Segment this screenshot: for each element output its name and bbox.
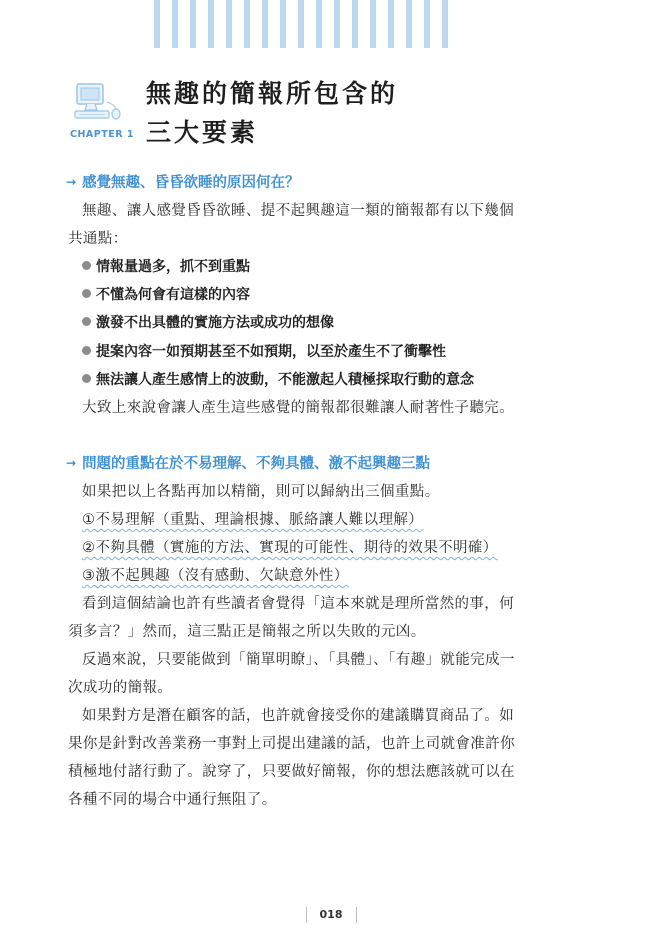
chapter-title-line-2: 三大要素	[146, 118, 259, 147]
bullet-dot-icon	[82, 346, 91, 355]
section2-p4-line-3: 積極地付諸行動了。說穿了，只要做好簡報，你的想法應該就可以在	[68, 764, 515, 780]
point-2	[82, 538, 498, 558]
bullet-item-3	[82, 313, 334, 333]
bullet-text-4: 提案內容一如預期甚至不如預期，以至於產生不了衝擊性	[96, 344, 446, 360]
bullet-text-3: 激發不出具體的實施方法或成功的想像	[96, 315, 334, 331]
bullet-item-2	[82, 285, 250, 305]
section-heading-1	[66, 173, 300, 193]
section-heading-2	[66, 454, 430, 474]
bullet-dot-icon	[82, 289, 91, 298]
point-1	[82, 510, 423, 530]
section2-p3-line-1: 反過來說，只要能做到「簡單明瞭」、「具體」、「有趣」就能完成一	[82, 652, 515, 668]
chapter-label: CHAPTER 1	[70, 129, 134, 140]
bullet-item-1	[82, 257, 250, 277]
bullet-text-2: 不懂為何會有這樣的內容	[96, 287, 250, 303]
point-1-text: ①不易理解（重點、理論根據、脈絡讓人難以理解）	[82, 512, 424, 528]
page-number-divider-right	[356, 907, 357, 923]
section2-p4-line-1: 如果對方是潛在顧客的話，也許就會接受你的建議購買商品了。如	[82, 708, 515, 724]
section2-p3-line-2: 次成功的簡報。	[68, 680, 173, 696]
bullet-item-4	[82, 342, 446, 362]
point-3-text: ③激不起興趣（沒有感動、欠缺意外性）	[82, 568, 349, 584]
bullet-dot-icon	[82, 317, 91, 326]
arrow-right-icon: →	[66, 456, 77, 470]
section-heading-1-text: 感覺無趣、昏昏欲睡的原因何在？	[82, 175, 300, 191]
section-heading-2-text: 問題的重點在於不易理解、不夠具體、激不起興趣三點	[82, 456, 431, 472]
arrow-right-icon: →	[66, 175, 77, 189]
section2-p4-line-2: 果你是針對改善業務一事對上司提出建議的話，也許上司就會准許你	[68, 736, 515, 752]
bullet-item-5	[82, 370, 474, 390]
computer-icon	[74, 80, 122, 126]
bullet-text-5: 無法讓人產生感情上的波動，不能激起人積極採取行動的意念	[96, 372, 474, 388]
point-3	[82, 566, 349, 586]
bullet-dot-icon	[82, 374, 91, 383]
section1-outro: 大致上來說會讓人產生這些感覺的簡報都很難讓人耐著性子聽完。	[82, 400, 515, 416]
section2-p2-line-1: 看到這個結論也許有些讀者會覺得「這本來就是理所當然的事，何	[82, 596, 515, 612]
header-stripes	[154, 0, 448, 48]
intro-line-2: 共通點：	[68, 231, 128, 247]
intro-line-1: 無趣、讓人感覺昏昏欲睡、提不起興趣這一類的簡報都有以下幾個	[82, 203, 515, 219]
chapter-title-line-1: 無趣的簡報所包含的	[146, 79, 399, 108]
bullet-text-1: 情報量過多，抓不到重點	[96, 259, 250, 275]
page-number: 018	[319, 908, 343, 921]
section2-p2-line-2: 須多言？」然而，這三點正是簡報之所以失敗的元凶。	[68, 624, 426, 640]
section2-p4-line-4: 各種不同的場合中通行無阻了。	[68, 792, 277, 808]
point-2-text: ②不夠具體（實施的方法、實現的可能性、期待的效果不明確）	[82, 540, 498, 556]
bullet-dot-icon	[82, 261, 91, 270]
section2-p1: 如果把以上各點再加以精簡，則可以歸納出三個重點。	[82, 484, 440, 500]
